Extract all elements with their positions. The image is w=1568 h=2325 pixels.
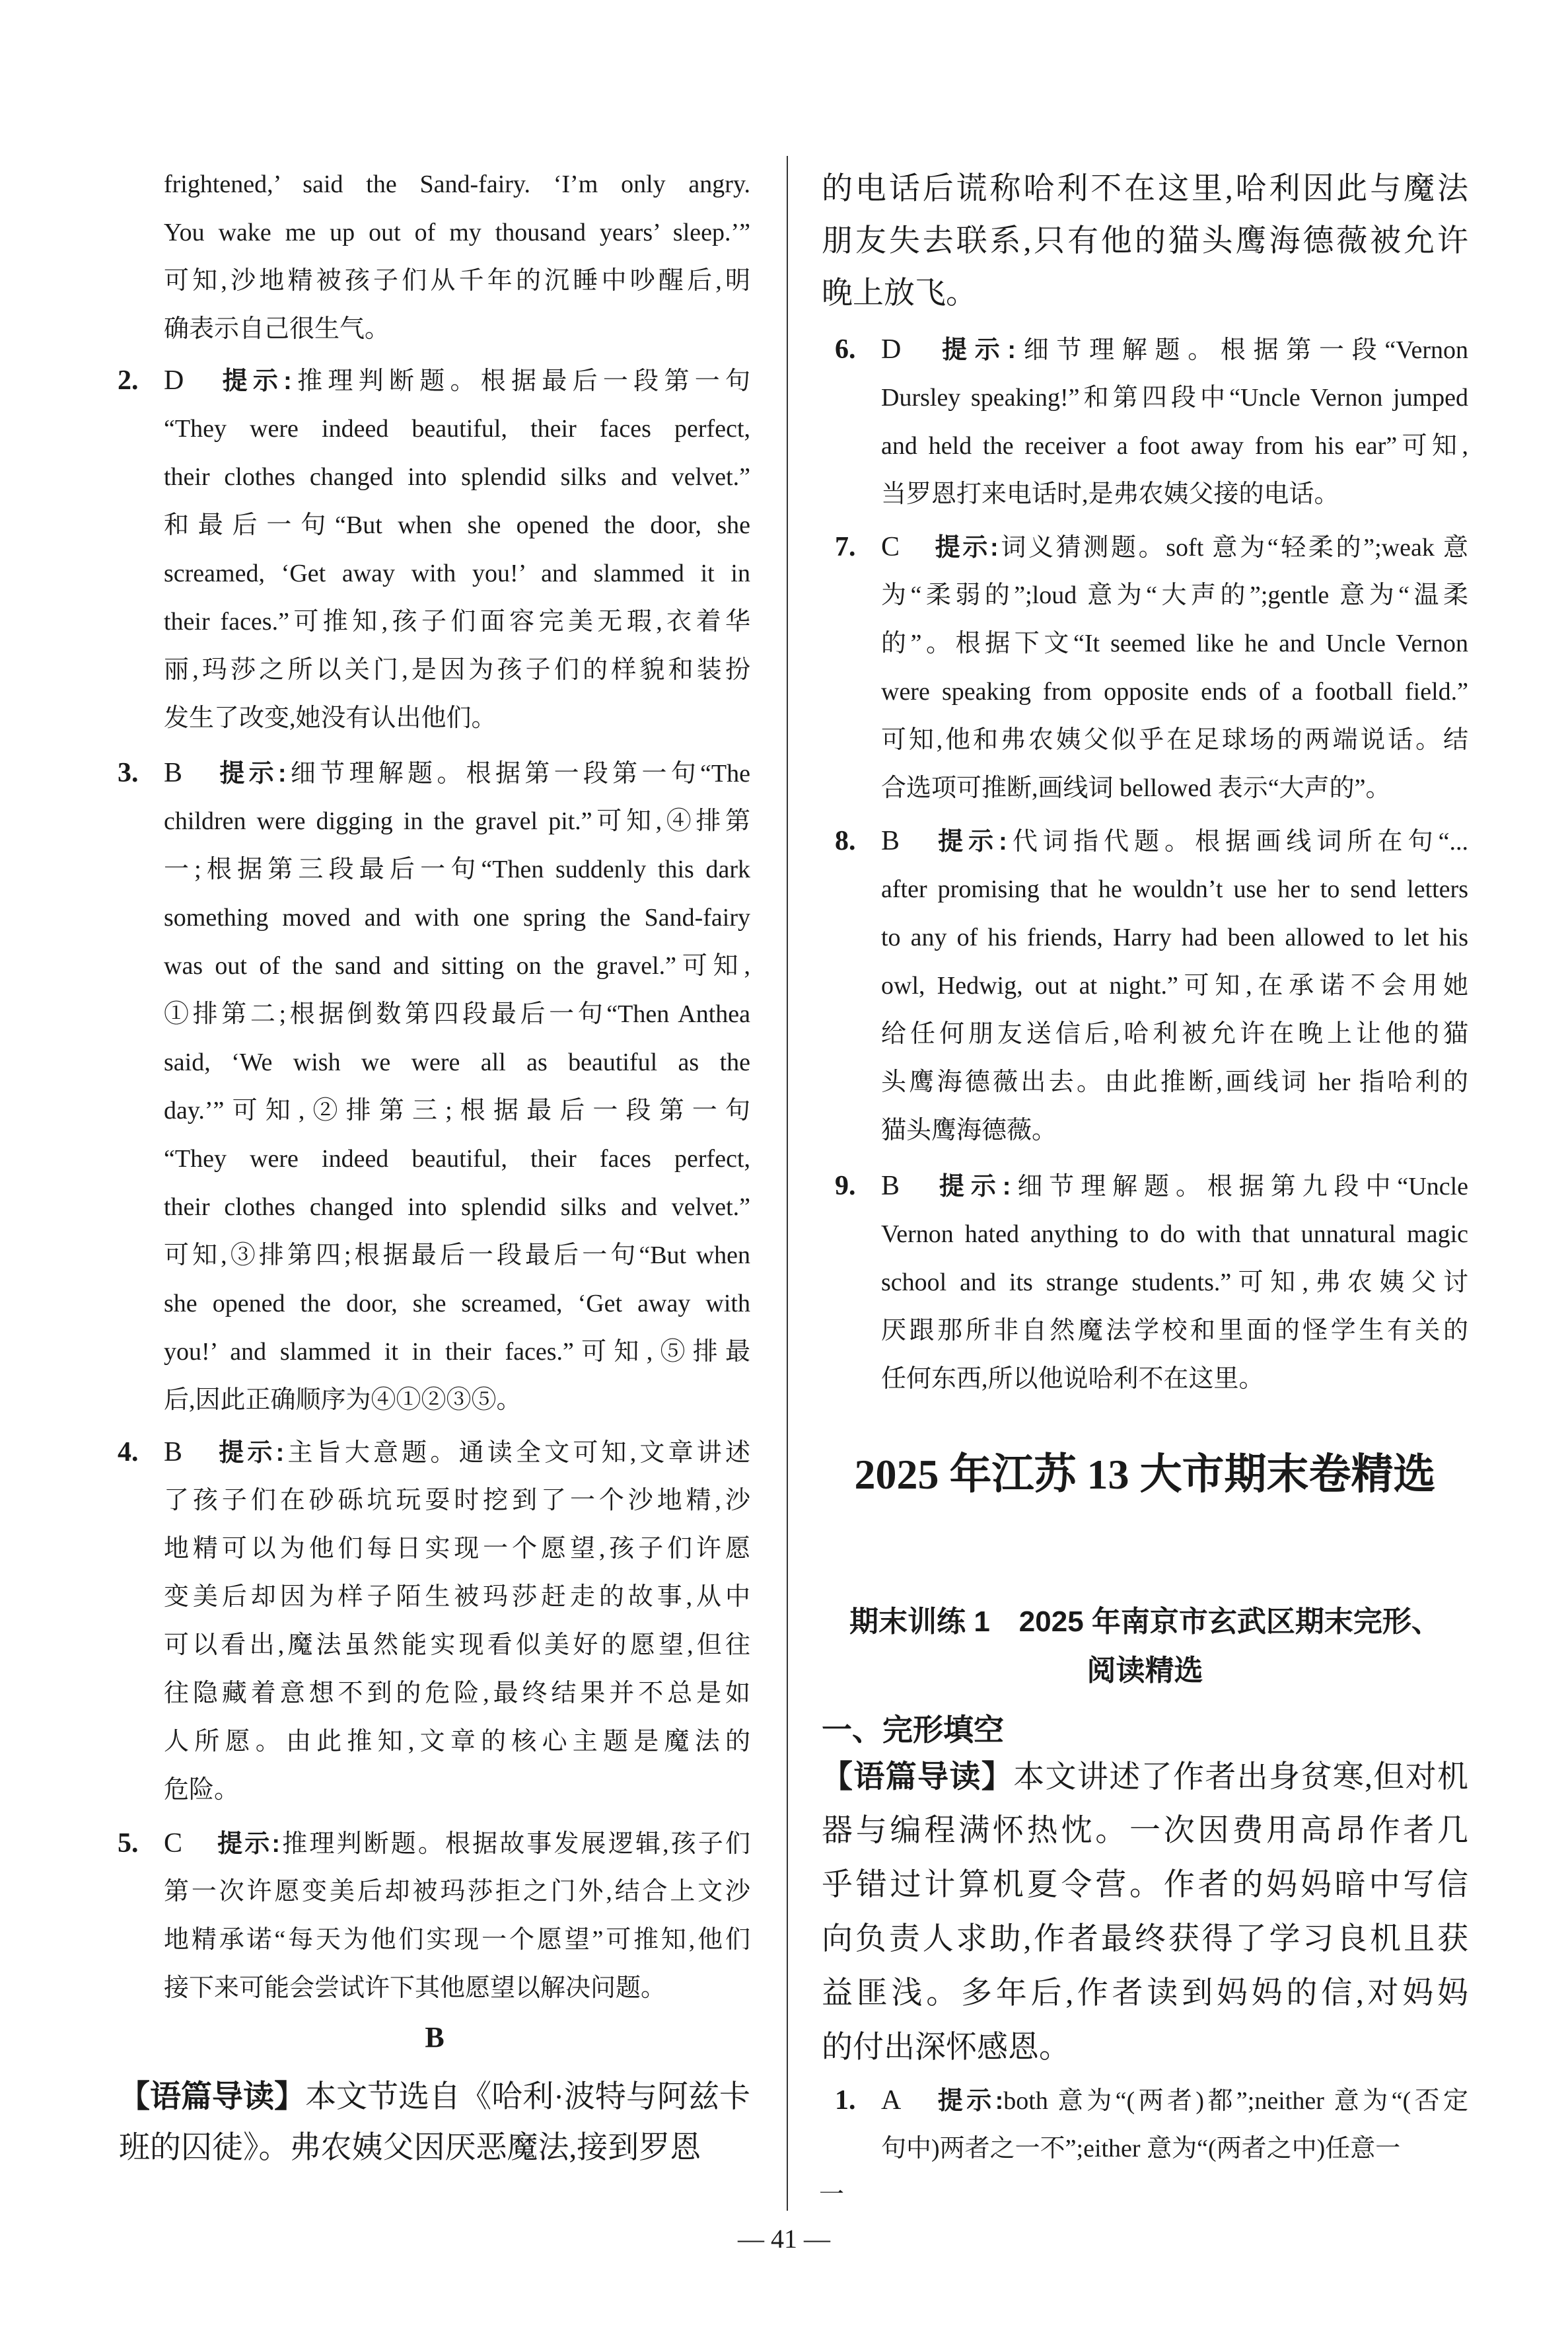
text-line: 厌跟那所非自然魔法学校和里面的怪学生有关的 xyxy=(881,1317,1468,1345)
item-text: both 意为“(两者)都”;neither 意为“(否定 xyxy=(1003,2087,1468,2115)
item-first-line xyxy=(835,817,1469,866)
text-line: screamed, ‘Get away with you!’ and slammed it in xyxy=(164,560,750,587)
text-line: 为“柔弱的”;loud 意为“大声的”;gentle 意为“温柔 xyxy=(881,581,1468,609)
item-number: 7. xyxy=(835,532,856,562)
item-first-line xyxy=(835,2077,1468,2125)
text-line: 变美后却因为样子陌生被玛莎赶走的故事,从中 xyxy=(164,1583,750,1611)
item-number: 4. xyxy=(118,1437,139,1467)
answer-item xyxy=(118,749,751,1424)
text-line: 句中)两者之一不”;either 意为“(两者之中)任意一 xyxy=(881,2135,1401,2162)
item-number: 3. xyxy=(118,758,139,788)
text-line: 一;根据第三段最后一句“Then suddenly this dark xyxy=(164,856,750,883)
text-line: 第一次许愿变美后却被玛莎拒之门外,结合上文沙 xyxy=(164,1878,750,1905)
guide-first-line xyxy=(119,2070,750,2122)
text-line: You wake me up out of my thousand years’ sleep.’” xyxy=(164,219,750,246)
column-divider xyxy=(787,156,788,2211)
item-answer: B xyxy=(881,1171,900,1201)
guide-label: 【语篇导读】 xyxy=(822,1759,1014,1794)
answer-item xyxy=(835,326,1468,519)
item-number: 5. xyxy=(118,1828,139,1859)
text-line: 给任何朋友送信后,哈利被允许在晚上让他的猫 xyxy=(881,1020,1468,1048)
text-line: their clothes changed into splendid silks and velvet.” xyxy=(164,463,750,491)
item-answer: A xyxy=(881,2085,902,2116)
hint-label: 提示: xyxy=(215,1439,285,1467)
item-text: 推理判断题。根据故事发展逻辑,孩子们 xyxy=(280,1830,750,1858)
text-line: 可知,沙地精被孩子们从千年的沉睡中吵醒后,明 xyxy=(164,267,750,295)
hint-label: 提示: xyxy=(934,336,1016,364)
item-answer: C xyxy=(164,1828,183,1859)
passage-guide-continued xyxy=(822,163,1468,320)
text-line: you!’ and slammed it in their faces.”可知,⑤排最 xyxy=(164,1338,750,1366)
guide-first-line xyxy=(822,1750,1468,1804)
text-line: frightened,’ said the Sand-fairy. ‘I’m only angry. xyxy=(164,170,750,198)
hint-label: 提示: xyxy=(933,1173,1011,1200)
item-number: 1. xyxy=(835,2085,856,2116)
item-number: 8. xyxy=(835,826,856,856)
text-line: Dursley speaking!”和第四段中“Uncle Vernon jumped xyxy=(881,384,1468,412)
item-first-line xyxy=(118,749,751,797)
item-first-line xyxy=(835,523,1469,572)
hint-label: 提示: xyxy=(933,828,1007,856)
text-line: 危险。 xyxy=(164,1776,240,1804)
text-line: Vernon hated anything to do with that unnatural magic xyxy=(881,1220,1468,1248)
text-line: after promising that he wouldn’t use her to send letters xyxy=(881,875,1468,903)
text-line: owl, Hedwig, out at night.”可知,在承诺不会用她 xyxy=(881,972,1468,1000)
item-text: 细节理解题。根据第一段第一句“The xyxy=(286,760,751,788)
text-line: school and its strange students.”可知,弗农姨父讨 xyxy=(881,1269,1468,1296)
item-number: 2. xyxy=(118,365,139,396)
item-first-line xyxy=(835,326,1468,374)
exercise-subtitle-line2: 阅读精选 xyxy=(1087,1654,1203,1687)
text-line: 任何东西,所以他说哈利不在这里。 xyxy=(881,1365,1264,1393)
text-line: 朋友失去联系,只有他的猫头鹰海德薇被允许 xyxy=(822,224,1468,258)
text-line: 向负责人求助,作者最终获得了学习良机且获 xyxy=(822,1922,1468,1956)
text-line: she opened the door, she screamed, ‘Get away with xyxy=(164,1290,750,1317)
guide-label: 【语篇导读】 xyxy=(119,2079,306,2114)
passage-guide xyxy=(822,1750,1468,2075)
text-line: their faces.”可推知,孩子们面容完美无瑕,衣着华 xyxy=(164,608,750,636)
hint-label: 提示: xyxy=(934,2087,1004,2115)
text-line: 的电话后谎称哈利不在这里,哈利因此与魔法 xyxy=(822,172,1468,206)
text-line: 地精承诺“每天为他们实现一个愿望”可推知,他们 xyxy=(164,1926,750,1954)
text-line: 可知,③排第四;根据最后一段最后一句“But when xyxy=(164,1241,750,1269)
answer-item xyxy=(835,2077,1468,2173)
text-line: was out of the sand and sitting on the gravel.”可知, xyxy=(164,952,750,980)
passage-guide xyxy=(119,2070,750,2174)
text-line: 接下来可能会尝试许下其他愿望以解决问题。 xyxy=(164,1974,666,2002)
item-answer: B xyxy=(164,758,183,788)
text-line: 的”。根据下文“It seemed like he and Uncle Vernon xyxy=(881,630,1468,657)
text-line: 后,因此正确顺序为④①②③⑤。 xyxy=(164,1386,522,1414)
section-heading-b: B xyxy=(425,2021,445,2053)
item-first-line xyxy=(118,357,750,405)
text-line: 人所愿。由此推知,文章的核心主题是魔法的 xyxy=(164,1728,750,1755)
text-line: 乎错过计算机夏令营。作者的妈妈暗中写信 xyxy=(822,1868,1468,1902)
item-first-line xyxy=(118,1820,750,1868)
text-line: 当罗恩打来电话时,是弗农姨父接的电话。 xyxy=(881,480,1339,508)
answer-item xyxy=(118,357,750,743)
item-answer: D xyxy=(881,334,902,365)
guide-text: 本文节选自《哈利·波特与阿兹卡 xyxy=(305,2080,751,2114)
text-line: 可以看出,魔法虽然能实现看似美好的愿望,但往 xyxy=(164,1631,750,1659)
item-text: 代词指代题。根据画线词所在句“... xyxy=(1007,828,1469,856)
overflow-char: 一 xyxy=(819,2181,845,2209)
item-number: 9. xyxy=(835,1171,856,1201)
text-line: 猫头鹰海德薇。 xyxy=(881,1117,1057,1144)
chapter-title: 2025 年江苏 13 大市期末卷精选 xyxy=(854,1451,1436,1498)
text-line: 往隐藏着意想不到的危险,最终结果并不总是如 xyxy=(164,1679,750,1707)
text-line: 可知,他和弗农姨父似乎在足球场的两端说话。结 xyxy=(881,726,1468,754)
item-answer: B xyxy=(164,1437,183,1467)
text-line: 晚上放飞。 xyxy=(822,276,977,311)
item-answer: C xyxy=(881,532,900,562)
answer-item xyxy=(118,1428,750,1814)
hint-label: 提示: xyxy=(217,367,292,395)
hint-label: 提示: xyxy=(215,1830,281,1858)
text-line: 丽,玛莎之所以关门,是因为孩子们的样貌和装扮 xyxy=(164,656,750,684)
text-line: children were digging in the gravel pit.”可知,④排第 xyxy=(164,807,750,835)
text-line: day.’”可知,②排第三;根据最后一段第一句 xyxy=(164,1097,750,1125)
page-number: — 41 — xyxy=(738,2224,830,2254)
answer-item xyxy=(835,1162,1468,1403)
item-text: 推理判断题。根据最后一段第一句 xyxy=(291,367,750,395)
text-line: 地精可以为他们每日实现一个愿望,孩子们许愿 xyxy=(164,1535,750,1563)
text-line: 了孩子们在砂砾坑玩耍时挖到了一个沙地精,沙 xyxy=(164,1487,750,1514)
section-cloze: 一、完形填空 xyxy=(822,1713,1004,1747)
text-line: something moved and with one spring the Sand-fairy xyxy=(164,904,750,932)
text-line: 头鹰海德薇出去。由此推断,画线词 her 指哈利的 xyxy=(881,1068,1468,1096)
exercise-subtitle: 期末训练 1 2025 年南京市玄武区期末完形、 xyxy=(849,1605,1441,1638)
item-answer: D xyxy=(164,365,184,396)
text-line: 合选项可推断,画线词 bellowed 表示“大声的”。 xyxy=(881,774,1391,802)
item-number: 6. xyxy=(835,334,856,365)
text-line: their clothes changed into splendid silks and velvet.” xyxy=(164,1193,750,1221)
item-answer: B xyxy=(881,826,900,856)
text-line: “They were indeed beautiful, their faces perfect, xyxy=(164,1145,750,1173)
item-text: 细节理解题。根据第九段中“Uncle xyxy=(1011,1173,1468,1200)
item-text: 词义猜测题。soft 意为“轻柔的”;weak 意 xyxy=(998,534,1469,562)
text-line: to any of his friends, Harry had been allowed to let his xyxy=(881,924,1468,951)
left-intro xyxy=(164,161,750,353)
text-line: 发生了改变,她没有认出他们。 xyxy=(164,704,497,732)
text-line: 和最后一句“But when she opened the door, she xyxy=(164,511,750,539)
text-line: were speaking from opposite ends of a football field.” xyxy=(881,678,1468,706)
hint-label: 提示: xyxy=(933,534,999,562)
item-text: 细节理解题。根据第一段“Vernon xyxy=(1016,336,1468,364)
text-line: 班的囚徒》。弗农姨父因厌恶魔法,接到罗恩 xyxy=(119,2131,701,2165)
hint-label: 提示: xyxy=(215,760,287,788)
text-line: 器与编程满怀热忱。一次因费用高昂作者几 xyxy=(822,1814,1468,1848)
answer-item xyxy=(835,523,1469,813)
text-line: 益匪浅。多年后,作者读到妈妈的信,对妈妈 xyxy=(822,1976,1468,2011)
guide-text: 本文讲述了作者出身贫寒,但对机 xyxy=(1013,1760,1469,1794)
answer-item xyxy=(835,817,1469,1155)
answer-item xyxy=(118,1820,750,2012)
item-text: 主旨大意题。通读全文可知,文章讲述 xyxy=(284,1439,750,1467)
text-line: 确表示自己很生气。 xyxy=(164,315,390,343)
item-first-line xyxy=(835,1162,1468,1210)
text-line: and held the receiver a foot away from his ear”可知, xyxy=(881,432,1468,460)
item-first-line xyxy=(118,1428,750,1477)
text-line: 的付出深怀感恩。 xyxy=(822,2030,1070,2065)
text-line: said, ‘We wish we were all as beautiful as the xyxy=(164,1049,750,1076)
text-line: ①排第二;根据倒数第四段最后一句“Then Anthea xyxy=(164,1000,750,1028)
text-line: “They were indeed beautiful, their faces perfect, xyxy=(164,415,750,443)
